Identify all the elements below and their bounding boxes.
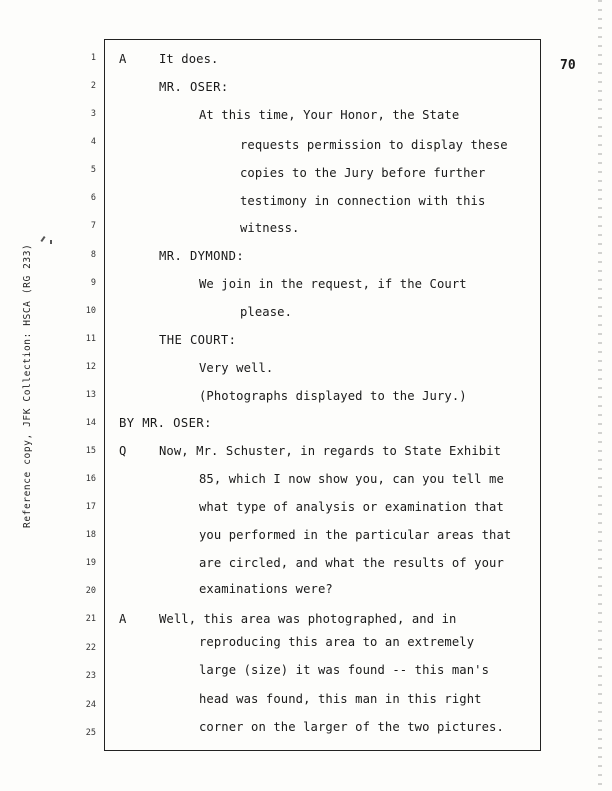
line-number: 1 [90, 53, 96, 63]
line-number: 20 [85, 586, 96, 596]
line-number: 2 [90, 81, 96, 91]
line-number: 6 [90, 193, 96, 203]
speaker-label: THE COURT: [159, 333, 237, 347]
transcript-line: requests permission to display these [240, 138, 508, 152]
transcript-line: Well, this area was photographed, and in [159, 612, 457, 626]
transcript-line: (Photographs displayed to the Jury.) [199, 389, 467, 403]
speaker-label: MR. DYMOND: [159, 249, 245, 263]
answer-marker: A [119, 612, 127, 626]
transcript-line: Very well. [199, 361, 274, 375]
transcript-line: reproducing this area to an extremely [199, 635, 475, 649]
transcript-line: We join in the request, if the Court [199, 277, 467, 291]
transcript-line: please. [240, 305, 293, 319]
line-number: 21 [85, 614, 96, 624]
line-number: 24 [85, 700, 96, 710]
line-number: 18 [85, 530, 96, 540]
question-marker: Q [119, 444, 127, 458]
transcript-line: copies to the Jury before further [240, 166, 486, 180]
line-number: 7 [90, 221, 96, 231]
speaker-label: MR. OSER: [159, 80, 229, 94]
transcript-line: head was found, this man in this right [199, 692, 482, 706]
transcript-line: 85, which I now show you, can you tell me [199, 472, 504, 486]
page-number: 70 [560, 58, 576, 73]
transcript-line: witness. [240, 221, 300, 235]
line-number: 4 [90, 137, 96, 147]
line-number: 12 [85, 362, 96, 372]
transcript-line: are circled, and what the results of your [199, 556, 504, 570]
answer-marker: A [119, 52, 127, 66]
transcript-line: you performed in the particular areas that [199, 528, 512, 542]
line-number: 23 [85, 671, 96, 681]
line-number: 17 [85, 502, 96, 512]
margin-mark [40, 236, 45, 242]
line-number: 15 [85, 446, 96, 456]
line-number: 3 [90, 109, 96, 119]
line-number: 13 [85, 390, 96, 400]
line-number: 11 [85, 334, 96, 344]
line-number: 16 [85, 474, 96, 484]
line-number: 14 [85, 418, 96, 428]
scan-edge [598, 0, 602, 791]
line-number: 19 [85, 558, 96, 568]
line-number: 8 [90, 250, 96, 260]
transcript-line: large (size) it was found -- this man's [199, 663, 490, 677]
transcript-line: Now, Mr. Schuster, in regards to State Exhibit [159, 444, 502, 458]
transcript-line: At this time, Your Honor, the State [199, 108, 460, 122]
transcript-line: corner on the larger of the two pictures. [199, 720, 504, 734]
line-number: 25 [85, 728, 96, 738]
transcript-line: It does. [159, 52, 219, 66]
margin-mark [50, 240, 52, 244]
line-number: 10 [85, 306, 96, 316]
transcript-line: what type of analysis or examination that [199, 500, 504, 514]
line-number: 5 [90, 165, 96, 175]
transcript-line: examinations were? [199, 582, 333, 596]
line-number: 9 [90, 278, 96, 288]
reference-stamp: Reference copy, JFK Collection: HSCA (RG 233) [22, 243, 33, 528]
speaker-label: BY MR. OSER: [119, 416, 212, 430]
line-number: 22 [85, 643, 96, 653]
transcript-line: testimony in connection with this [240, 194, 486, 208]
